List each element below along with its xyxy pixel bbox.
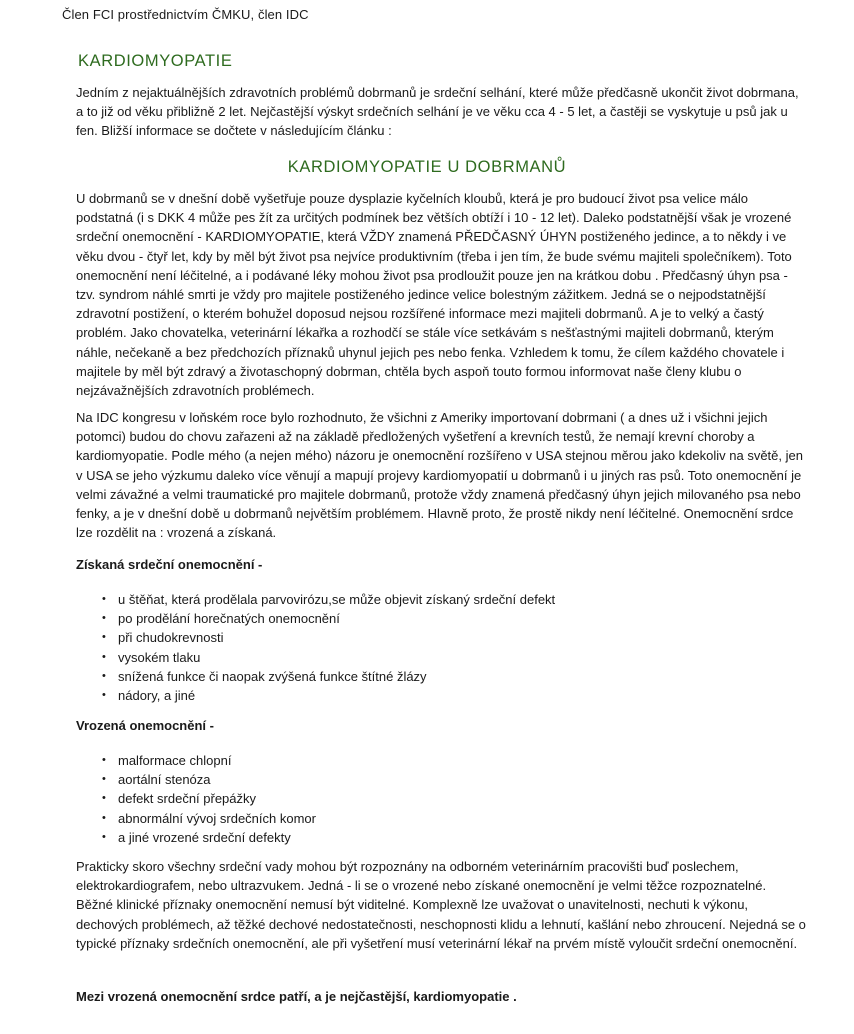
bullet-icon: •	[102, 811, 106, 824]
acquired-list	[100, 590, 555, 705]
bullet-icon: •	[102, 612, 106, 625]
congenital-heading: Vrozená onemocnění -	[76, 718, 214, 733]
list-item: • aortální stenóza	[100, 770, 316, 789]
list-item: • nádory, a jiné	[100, 686, 555, 705]
list-item: • u štěňat, která prodělala parvovirózu,se může objevit získaný srdeční defekt	[100, 590, 555, 609]
body-paragraph-2: Na IDC kongresu v loňském roce bylo rozhodnuto, že všichni z Ameriky importovaní dobrmani ( a dnes už i všichni jejich potomci) budou do chovu zařazeni až na základě předložených vyšetření a krevních testů, že nemají krevní choroby a kardiomyopatie. Podle mého (a nejen mého) názoru je onemocnění rozšířeno v USA stejnou měrou jako kdekoliv na světě, jen v USA se jeho výzkumu daleko více věnují a mapují projevy kardiomyopatií u dobrmanů i u jiných ras psů. Toto onemocnění je velmi závažné a velmi traumatické pro majitele dobrmanů, protože vždy znamená předčasný úhyn jejich milovaného psa nebo fenky, a je v dnešní době u dobrmanů největším problémem. Hlavně proto, že prostě nikdy není léčitelné. Onemocnění srdce lze rozdělit na : vrozená a získaná.	[76, 410, 803, 541]
bullet-icon: •	[102, 830, 106, 843]
list-item: • při chudokrevnosti	[100, 628, 555, 647]
list-item: • malformace chlopní	[100, 751, 316, 770]
list-item: • a jiné vrozené srdeční defekty	[100, 828, 316, 847]
bullet-icon: •	[102, 792, 106, 805]
closing-statement: Mezi vrozená onemocnění srdce patří, a je nejčastější, kardiomyopatie .	[76, 989, 517, 1004]
body-paragraph-3: Prakticky skoro všechny srdeční vady mohou být rozpoznány na odborném veterinárním pracovišti buď poslechem, elektrokardiografem, nebo ultrazvukem. Jedná - li se o vrozené nebo získané onemocnění je velmi těžce rozpoznatelné. Běžné klinické příznaky onemocnění nemusí být viditelné. Komplexně lze uvažovat o unavitelnosti, nechuti k výkonu, dechových problémech, až těžké dechové nedostatečnosti, neschopnosti klidu a lehnutí, kašlání nebo zhroucení. Nejedná se o typické příznaky srdečních onemocnění, ale při vyšetření musí veterinární lékař na prvém místě vyloučit srdeční onemocnění.	[76, 859, 806, 951]
bullet-icon: •	[102, 688, 106, 701]
article-subtitle: KARDIOMYOPATIE U DOBRMANŮ	[287, 158, 567, 176]
bullet-icon: •	[102, 593, 106, 605]
acquired-heading: Získaná srdeční onemocnění -	[76, 557, 263, 572]
bullet-icon: •	[102, 773, 106, 786]
list-item: • abnormální vývoj srdečních komor	[100, 809, 316, 828]
bullet-icon: •	[102, 650, 106, 663]
bullet-icon: •	[102, 754, 106, 766]
intro-paragraph: Jedním z nejaktuálnějších zdravotních problémů dobrmanů je srdeční selhání, které může předčasně ukončit život dobrmana, a to již od věku přibližně 2 let. Nejčastější výskyt srdečních selhání je ve věku cca 4 - 5 let, a častěji se vyskytuje u psů jak u fen. Bližší informace se dočtete v následujícím článku :	[76, 85, 799, 139]
list-item: • snížená funkce či naopak zvýšená funkce štítné žlázy	[100, 667, 555, 686]
list-item: • po prodělání horečnatých onemocnění	[100, 609, 555, 628]
congenital-list	[100, 751, 316, 847]
bullet-icon: •	[102, 631, 106, 644]
membership-header: Člen FCI prostřednictvím ČMKU, člen IDC	[62, 7, 309, 22]
article-title: KARDIOMYOPATIE	[78, 52, 233, 70]
bullet-icon: •	[102, 669, 106, 682]
body-paragraph-1: U dobrmanů se v dnešní době vyšetřuje pouze dysplazie kyčelních kloubů, která je pro budoucí život psa velice málo podstatná (i s DKK 4 může pes žít za určitých podmínek bez větších obtíží i 10 - 12 let). Daleko podstatnější však je vrozené srdeční onemocnění - KARDIOMYOPATIE, která VŽDY znamená PŘEDČASNÝ ÚHYN postiženého jedince, a to někdy i ve věku dvou - čtyř let, kdy by měl být život psa nejvíce produktivním (třeba i jen tím, že bude svému majiteli společníkem). Toto onemocnění není léčitelné, a i podávané léky mohou život psa prodloužit pouze jen na krátkou dobu . Předčasný úhyn psa - tzv. syndrom náhlé smrti je vždy pro majitele postiženého jedince velice bolestným zážitkem. Jedná se o nejpodstatnější zdravotní postižení, o kterém bohužel doposud nejsou rozšířené informace mezi majiteli dobrmanů. A je to velký a častý problém. Jako chovatelka, veterinární lékařka a rozhodčí se stále více setkávám s nešťastnými majiteli dobrmanů, kterým náhle, nečekaně a bez předchozích příznaků uhynul jejich pes nebo fenka. Vzhledem k tomu, že cílem každého chovatele i majitele by měl být zdravý a životaschopný dobrman, chtěla bych aspoň touto formou informovat naše členy klubu o nejzávažnějších zdravotních problémech.	[76, 191, 792, 399]
list-item: • defekt srdeční přepážky	[100, 789, 316, 808]
list-item: • vysokém tlaku	[100, 648, 555, 667]
